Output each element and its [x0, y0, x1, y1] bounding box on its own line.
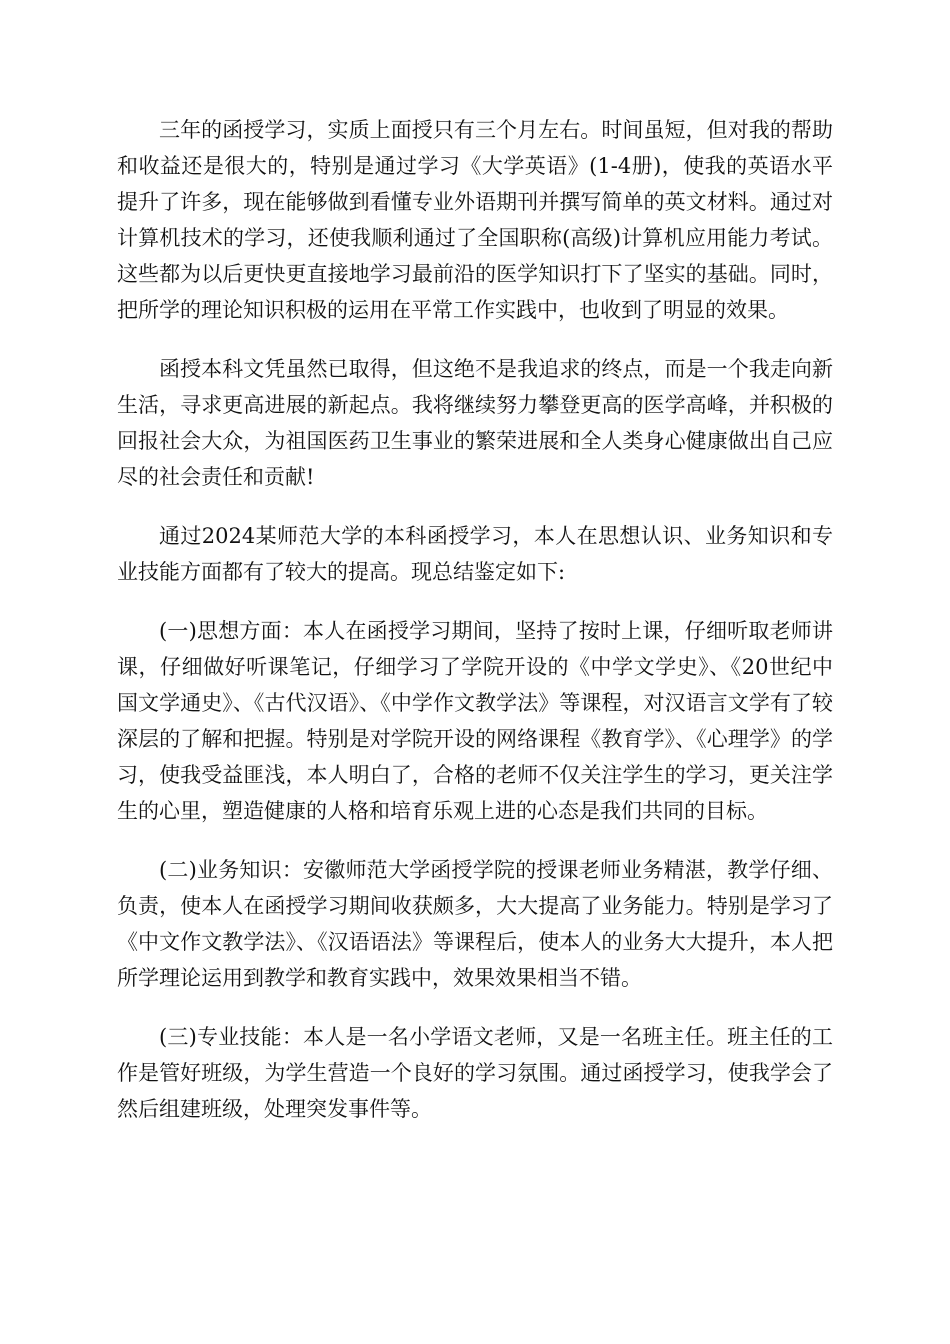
- paragraph-future-goals: 函授本科文凭虽然已取得，但这绝不是我追求的终点，而是一个我走向新生活，寻求更高进展的新起点。我将继续努力攀登更高的医学高峰，并积极的回报社会大众，为祖国医药卫生事业的繁荣进展和全人类身心健康做出自己应尽的社会责任和贡献!: [117, 357, 833, 489]
- paragraph-ideology: (一)思想方面：本人在函授学习期间，坚持了按时上课，仔细听取老师讲课，仔细做好听课笔记，仔细学习了学院开设的《中学文学史》、《20世纪中国文学通史》、《古代汉语》、《中学作文教学法》等课程，对汉语言文学有了较深层的了解和把握。特别是对学院开设的网络课程《教育学》、《心理学》的学习，使我受益匪浅，本人明白了，合格的老师不仅关注学生的学习，更关注学生的心里，塑造健康的人格和培育乐观上进的心态是我们共同的目标。: [117, 619, 833, 823]
- document-body: [117, 112, 833, 1150]
- paragraph-professional-knowledge: (二)业务知识：安徽师范大学函授学院的授课老师业务精湛，教学仔细、负责，使本人在函授学习期间收获颇多，大大提高了业务能力。特别是学习了《中文作文教学法》、《汉语语法》等课程后，使本人的业务大大提升，本人把所学理论运用到教学和教育实践中，效果效果相当不错。: [117, 858, 833, 990]
- paragraph-study-summary: 三年的函授学习，实质上面授只有三个月左右。时间虽短，但对我的帮助和收益还是很大的，特别是通过学习《大学英语》(1-4册)，使我的英语水平提升了许多，现在能够做到看懂专业外语期刊并撰写简单的英文材料。通过对计算机技术的学习，还使我顺利通过了全国职称(高级)计算机应用能力考试。这些都为以后更快更直接地学习最前沿的医学知识打下了坚实的基础。同时，把所学的理论知识积极的运用在平常工作实践中，也收到了明显的效果。: [117, 118, 833, 322]
- paragraph-professional-skills: (三)专业技能：本人是一名小学语文老师，又是一名班主任。班主任的工作是管好班级，为学生营造一个良好的学习氛围。通过函授学习，使我学会了然后组建班级，处理突发事件等。: [117, 1025, 833, 1121]
- paragraph-intro-appraisal: 通过2024某师范大学的本科函授学习，本人在思想认识、业务知识和专业技能方面都有了较大的提高。现总结鉴定如下:: [117, 524, 833, 584]
